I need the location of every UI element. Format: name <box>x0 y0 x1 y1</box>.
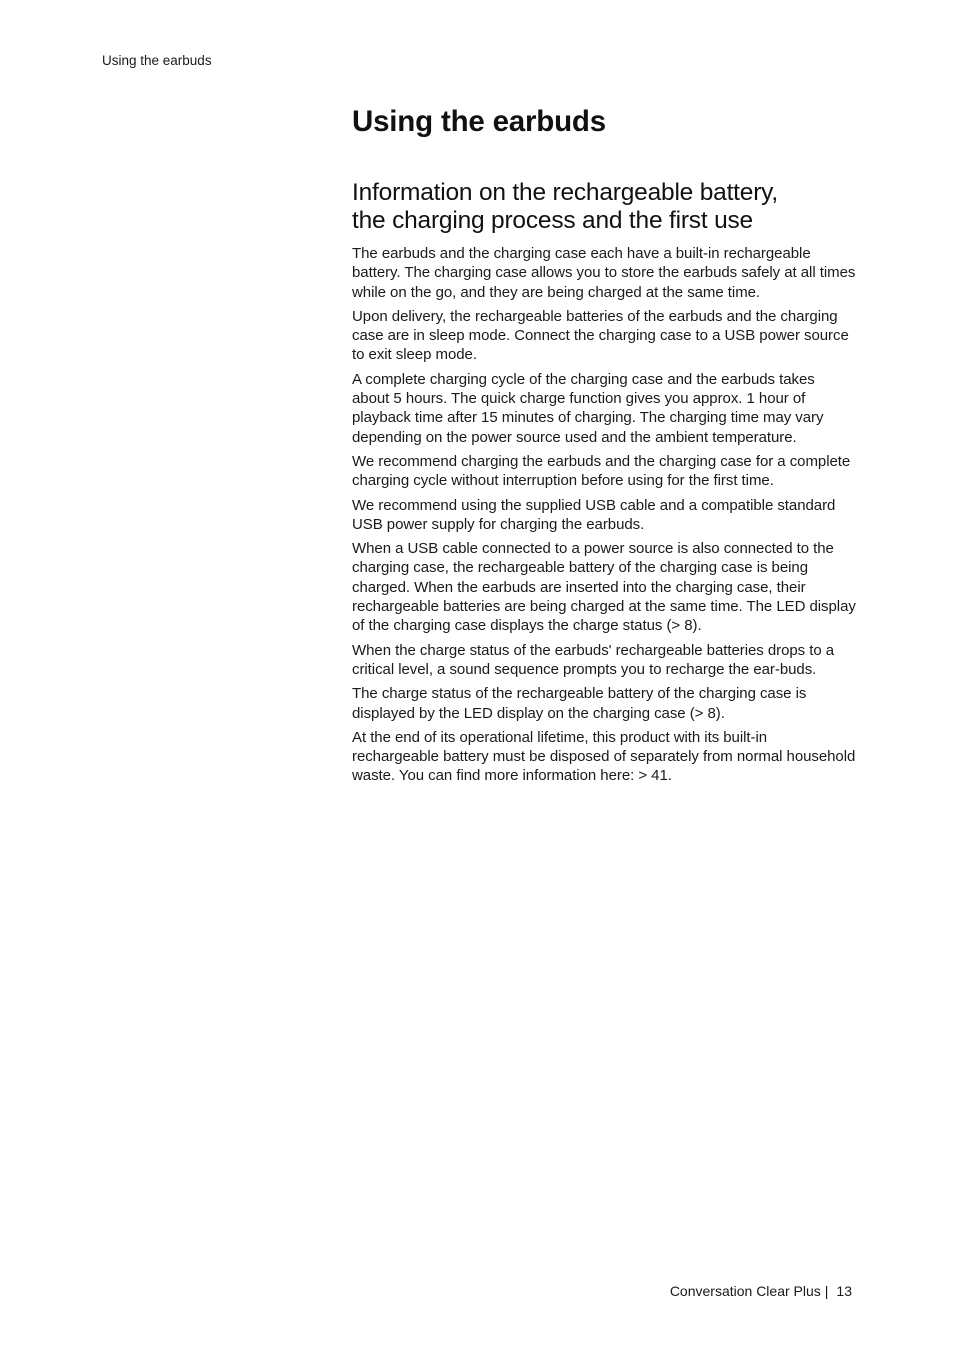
section-title <box>352 179 856 234</box>
paragraph: We recommend using the supplied USB cable and a compatible standard USB power supply for charging the earbuds. <box>352 496 836 533</box>
page-content <box>352 104 856 791</box>
paragraph: When the charge status of the earbuds' rechargeable batteries drops to a critical level, a sound sequence prompts you to recharge the ear-buds. <box>352 641 835 678</box>
section-title-line-2: the charging process and the first use <box>352 206 753 234</box>
paragraph: We recommend charging the earbuds and the charging case for a complete charging cycle without interruption before using for the first time. <box>352 452 851 490</box>
paragraph: The earbuds and the charging case each have a built-in rechargeable battery. The charging case allows you to store the earbuds safely at all times while on the go, and they are being charged at the same time. <box>352 245 856 301</box>
paragraph: At the end of its operational lifetime, this product with its built-in rechargeable battery must be disposed of separately from normal household waste. You can find more information here: > 41. <box>352 728 856 785</box>
paragraph: When a USB cable connected to a power source is also connected to the charging case, the rechargeable battery of the charging case is being charged. When the earbuds are inserted into the charging case, their rechargeable batteries are being charged at the same time. The LED display of the charging case displays the charge status (> 8). <box>352 540 856 635</box>
section-title-line-1: Information on the rechargeable battery, <box>352 179 779 206</box>
page-number: 13 <box>836 1283 852 1299</box>
paragraph: The charge status of the rechargeable battery of the charging case is displayed by the LED display on the charging case (> 8). <box>352 685 807 722</box>
footer-product-name: Conversation Clear Plus <box>669 1283 821 1299</box>
paragraph: A complete charging cycle of the charging case and the earbuds takes about 5 hours. The quick charge function gives you approx. 1 hour of playback time after 15 minutes of charging. The charging time may vary depending on the power source used and the ambient temperature. <box>352 370 824 446</box>
footer-separator: | <box>824 1283 829 1299</box>
body-text <box>352 244 856 786</box>
page-footer <box>670 1282 852 1300</box>
paragraph: Upon delivery, the rechargeable batteries of the earbuds and the charging case are in sleep mode. Connect the charging case to a USB power source to exit sleep mode. <box>352 307 849 364</box>
running-header: Using the earbuds <box>102 53 212 68</box>
page-title: Using the earbuds <box>352 105 606 138</box>
